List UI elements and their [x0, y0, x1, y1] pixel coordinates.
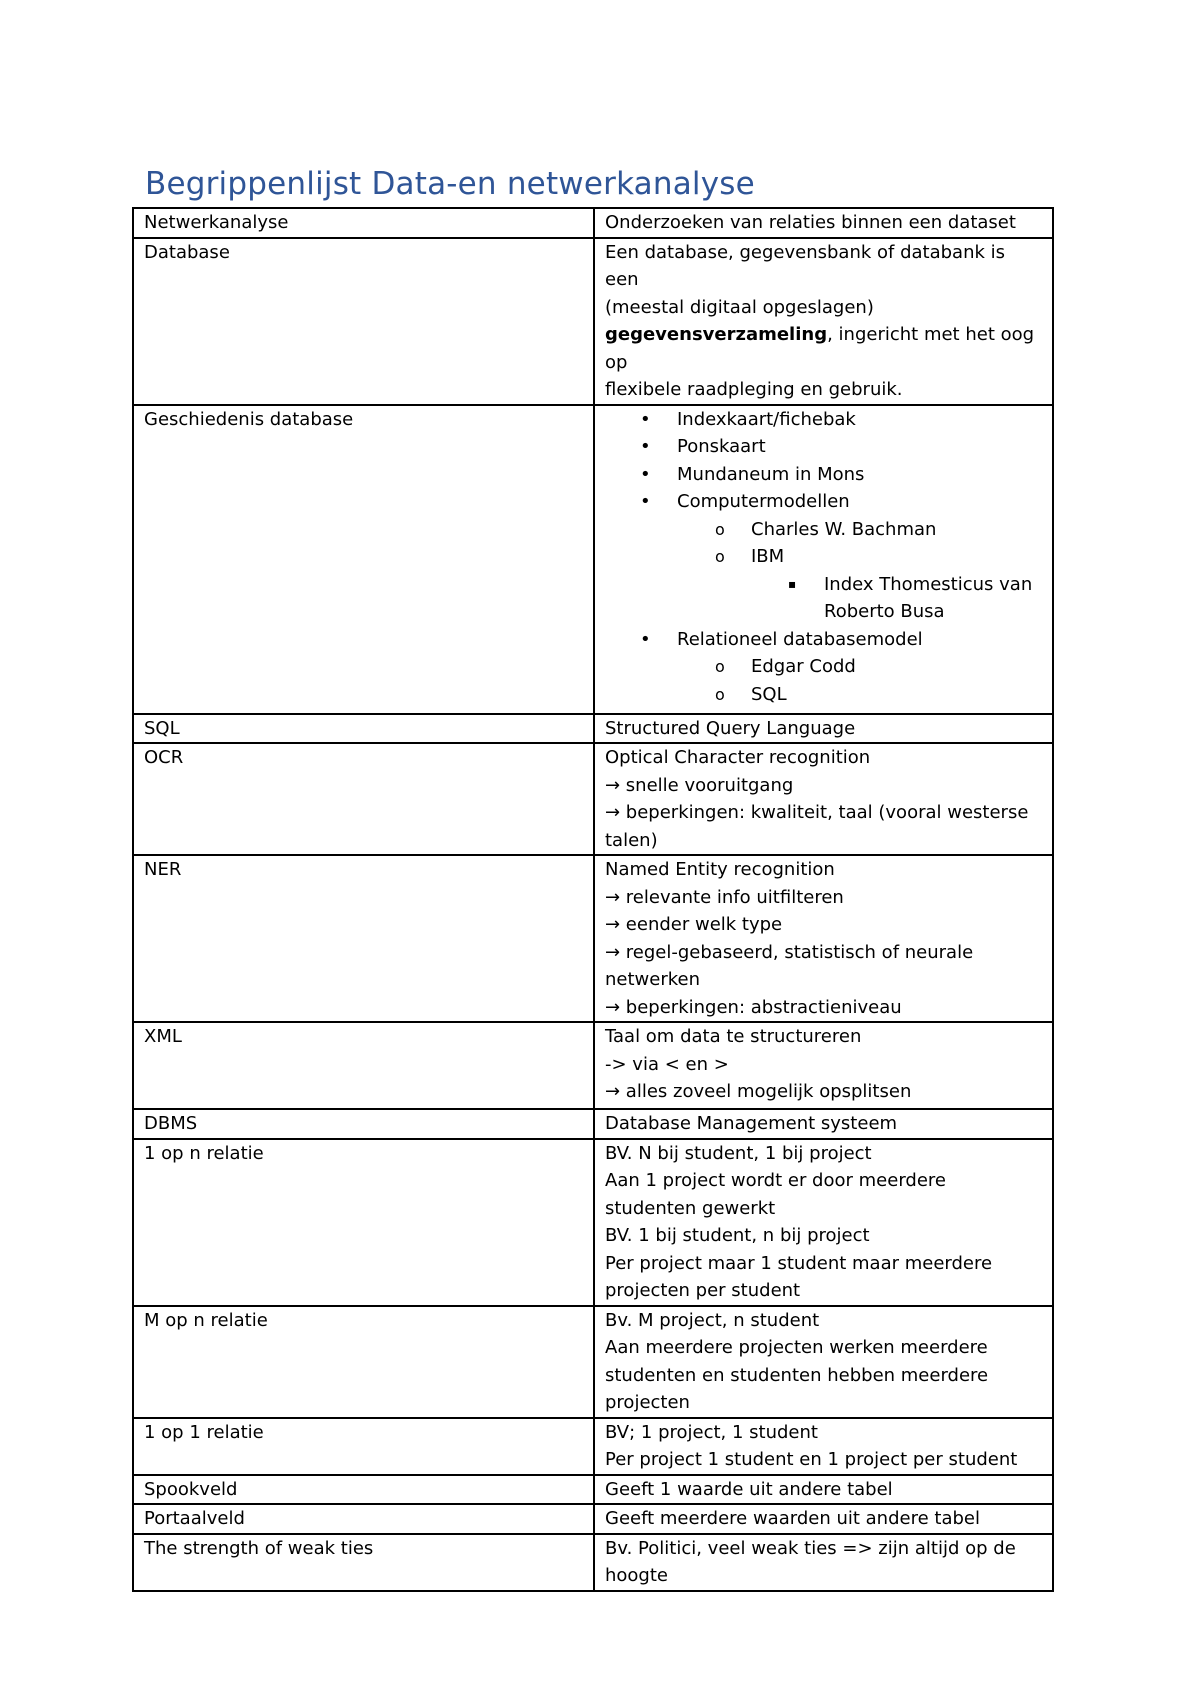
bullet-icon: o	[715, 657, 725, 676]
bold-term: gegevensverzameling	[605, 324, 828, 345]
term-cell: Spookveld	[133, 1475, 594, 1505]
definition-line: → relevante info uitfilteren	[605, 886, 844, 908]
definition-cell	[594, 1475, 1053, 1505]
definition-cell	[594, 1534, 1053, 1591]
definition-line: flexibele raadpleging en gebruik.	[605, 379, 903, 400]
list-item: o Edgar Codd	[605, 653, 1042, 681]
definition-line: Geeft 1 waarde uit andere tabel	[605, 1478, 893, 1500]
definition-cell	[594, 238, 1053, 405]
definition-line: gegevensverzameling, ingericht met het oog op	[605, 324, 1035, 373]
term-cell: DBMS	[133, 1109, 594, 1139]
definition-line: projecten per student	[605, 1280, 801, 1301]
bullet-icon: •	[640, 463, 651, 485]
definition-line: Aan 1 project wordt er door meerdere	[605, 1170, 946, 1191]
bullet-icon: o	[715, 519, 725, 539]
bullet-icon: o	[715, 547, 725, 566]
definition-line: Named Entity recognition	[605, 859, 835, 880]
list-item: o SQL	[605, 681, 1042, 709]
table-row	[133, 1534, 1053, 1591]
term-cell: The strength of weak ties	[133, 1534, 594, 1591]
table-row	[133, 1022, 1053, 1109]
definition-cell	[594, 1022, 1053, 1109]
term-cell: 1 op 1 relatie	[133, 1418, 594, 1475]
table-row	[133, 1418, 1053, 1475]
list-item: • Ponskaart	[605, 433, 1042, 461]
definition-line: talen)	[605, 829, 658, 851]
definition-cell	[594, 1139, 1053, 1306]
term-cell: SQL	[133, 714, 594, 744]
bullet-icon: •	[640, 628, 651, 650]
definition-line: Aan meerdere projecten werken meerdere	[605, 1337, 988, 1358]
bullet-icon: •	[640, 408, 651, 430]
list-item: Roberto Busa	[824, 601, 945, 622]
term-cell: 1 op n relatie	[133, 1139, 594, 1306]
definition-cell	[594, 743, 1053, 855]
table-row	[133, 1306, 1053, 1418]
definition-cell	[594, 1504, 1053, 1534]
term-cell: Geschiedenis database	[133, 405, 594, 714]
definition-line: Bv. M project, n student	[605, 1309, 820, 1331]
definition-line: → eender welk type	[605, 914, 783, 935]
definition-line: Bv. Politici, veel weak ties => zijn altijd op de	[605, 1537, 1016, 1559]
table-row	[133, 1504, 1053, 1534]
definition-line: studenten gewerkt	[605, 1197, 776, 1219]
definition-line: Per project 1 student en 1 project per student	[605, 1449, 1018, 1470]
bullet-icon: •	[640, 436, 651, 457]
table-row	[133, 855, 1053, 1022]
definition-line: Database Management systeem	[605, 1113, 898, 1134]
definition-line: BV. N bij student, 1 bij project	[605, 1142, 872, 1164]
term-cell: NER	[133, 855, 594, 1022]
term-cell: Portaalveld	[133, 1504, 594, 1534]
definition-cell	[594, 208, 1053, 238]
definition-cell	[594, 1306, 1053, 1418]
term-cell: M op n relatie	[133, 1306, 594, 1418]
definition-line: netwerken	[605, 969, 701, 990]
definition-line: -> via < en >	[605, 1053, 729, 1075]
list-item: o IBM	[605, 543, 1042, 571]
definition-line: BV; 1 project, 1 student	[605, 1421, 818, 1443]
term-cell: Netwerkanalyse	[133, 208, 594, 238]
page-title: Begrippenlijst Data-en netwerkanalyse	[145, 166, 755, 202]
table-row	[133, 1475, 1053, 1505]
bullet-icon: •	[640, 491, 651, 512]
definition-line: Onderzoeken van relaties binnen een dataset	[605, 212, 1016, 233]
definition-line: Taal om data te structureren	[605, 1026, 862, 1047]
table-row	[133, 1109, 1053, 1139]
definition-line: → beperkingen: abstractieniveau	[605, 996, 902, 1018]
definition-cell	[594, 714, 1053, 744]
definition-line: Structured Query Language	[605, 717, 856, 739]
table-row	[133, 714, 1053, 744]
list-item: ▪ Index Thomesticus van	[605, 571, 1042, 599]
history-list	[605, 406, 1042, 709]
definition-cell	[594, 855, 1053, 1022]
definition-cell	[594, 1418, 1053, 1475]
definition-line: → snelle vooruitgang	[605, 774, 794, 796]
list-item: • Mundaneum in Mons	[605, 461, 1042, 489]
definition-line: → alles zoveel mogelijk opsplitsen	[605, 1081, 912, 1102]
table-row	[133, 743, 1053, 855]
definition-line: Per project maar 1 student maar meerdere	[605, 1252, 993, 1274]
list-item: • Indexkaart/fichebak	[605, 406, 1042, 434]
definition-line: studenten en studenten hebben meerdere	[605, 1364, 989, 1386]
list-item: • Relationeel databasemodel	[605, 626, 1042, 654]
term-cell: OCR	[133, 743, 594, 855]
glossary-table	[132, 207, 1054, 1592]
list-item: • Computermodellen	[605, 488, 1042, 516]
term-cell: Database	[133, 238, 594, 405]
definition-line: BV. 1 bij student, n bij project	[605, 1225, 870, 1246]
definition-line: Geeft meerdere waarden uit andere tabel	[605, 1508, 980, 1529]
bullet-icon: o	[715, 684, 725, 704]
definition-line: Optical Character recognition	[605, 747, 871, 768]
definition-line: (meestal digitaal opgeslagen)	[605, 296, 874, 318]
bullet-icon: ▪	[788, 576, 797, 591]
table-row	[133, 208, 1053, 238]
list-item: o Charles W. Bachman	[605, 516, 1042, 544]
table-row	[133, 238, 1053, 405]
term-cell: XML	[133, 1022, 594, 1109]
definition-line: hoogte	[605, 1565, 668, 1586]
definition-line: → beperkingen: kwaliteit, taal (vooral westerse	[605, 802, 1029, 823]
table-row	[133, 1139, 1053, 1306]
definition-line: projecten	[605, 1392, 690, 1413]
definition-line: Een database, gegevensbank of databank is een	[605, 241, 1005, 290]
definition-line: → regel-gebaseerd, statistisch of neurale	[605, 941, 974, 963]
definition-cell	[594, 405, 1053, 714]
table-row	[133, 405, 1053, 714]
definition-cell	[594, 1109, 1053, 1139]
